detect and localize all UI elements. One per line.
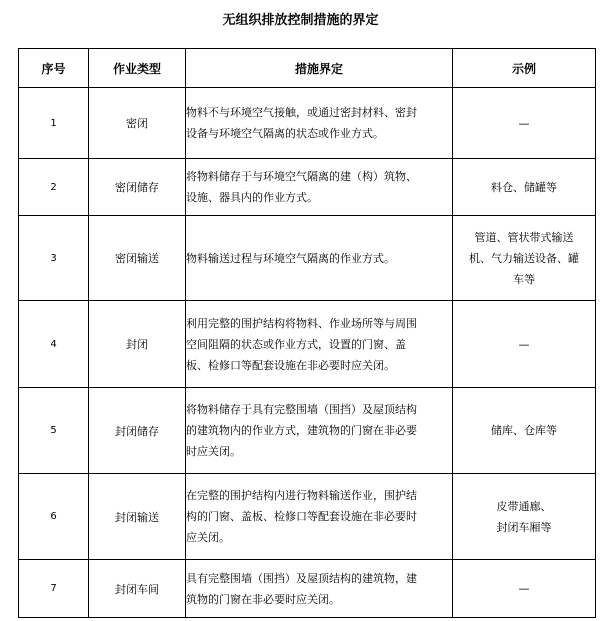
row-type: 封闭储存 (89, 388, 186, 474)
row-example (453, 159, 596, 216)
row-num: 3 (19, 216, 89, 301)
table-row (19, 388, 596, 474)
definition-line: 物料不与环境空气接触，或通过密封材料、密封 (186, 106, 417, 119)
header-def: 措施界定 (186, 49, 453, 88)
row-type: 封闭车间 (89, 560, 186, 618)
row-definition (186, 388, 453, 474)
header-example: 示例 (453, 49, 596, 88)
example-line: 车等 (513, 272, 535, 286)
definition-line: 构的门窗、盖板、检修口等配套设施在非必要时 (186, 510, 417, 523)
example-line: — (518, 116, 530, 130)
row-num: 7 (19, 560, 89, 618)
table-title: 无组织排放控制措施的界定 (222, 13, 379, 28)
table-row (19, 216, 596, 301)
row-type: 封闭输送 (89, 474, 186, 560)
row-type: 密闭 (89, 88, 186, 159)
definition-line: 时应关闭。 (186, 445, 241, 458)
example-line: 机、气力输送设备、罐 (469, 251, 579, 265)
table-row (19, 159, 596, 216)
row-example (453, 216, 596, 301)
table-row (19, 301, 596, 388)
table-row (19, 88, 596, 159)
definition-line: 具有完整围墙（围挡）及屋顶结构的建筑物，建 (186, 571, 417, 585)
definition-line: 将物料储存于具有完整围墙（围挡）及屋顶结构 (186, 403, 417, 416)
table-row (19, 474, 596, 560)
header-type: 作业类型 (89, 49, 186, 88)
example-line: 管道、管状带式输送 (474, 230, 574, 244)
row-definition (186, 88, 453, 159)
definition-line: 设备与环境空气隔离的状态或作业方式。 (186, 127, 384, 140)
example-line: — (518, 337, 530, 351)
definition-line: 应关闭。 (186, 531, 230, 544)
row-type: 密闭储存 (89, 159, 186, 216)
example-line: 封闭车厢等 (496, 520, 552, 534)
row-num: 2 (19, 159, 89, 216)
row-definition (186, 474, 453, 560)
definition-line: 的建筑物内的作业方式，建筑物的门窗在非必要 (186, 424, 417, 437)
measures-table (18, 48, 596, 618)
example-line: 料仓、储罐等 (491, 180, 557, 194)
row-num: 1 (19, 88, 89, 159)
row-type: 封闭 (89, 301, 186, 388)
header-num: 序号 (19, 49, 89, 88)
definition-line: 在完整的围护结构内进行物料输送作业，围护结 (186, 489, 417, 502)
row-type: 密闭输送 (89, 216, 186, 301)
row-definition (186, 301, 453, 388)
definition-line: 将物料储存于与环境空气隔离的建（构）筑物、 (186, 170, 417, 183)
definition-line: 筑物的门窗在非必要时应关闭。 (186, 592, 340, 606)
row-num: 4 (19, 301, 89, 388)
definition-line: 板、检修口等配套设施在非必要时应关闭。 (186, 358, 395, 372)
example-line: — (518, 582, 530, 595)
row-definition (186, 560, 453, 618)
header-row (19, 49, 596, 88)
definition-line: 设施、器具内的作业方式。 (186, 191, 318, 204)
row-example (453, 88, 596, 159)
example-line: 皮带通廊、 (496, 499, 552, 513)
row-example (453, 301, 596, 388)
row-example (453, 388, 596, 474)
row-definition (186, 216, 453, 301)
definition-line: 物料输送过程与环境空气隔离的作业方式。 (186, 251, 395, 265)
row-example (453, 560, 596, 618)
definition-line: 利用完整的围护结构将物料、作业场所等与周围 (186, 316, 417, 330)
row-example (453, 474, 596, 560)
example-line: 储库、仓库等 (491, 424, 557, 437)
row-num: 6 (19, 474, 89, 560)
definition-line: 空间阻隔的状态或作业方式，设置的门窗、盖 (186, 337, 406, 351)
row-definition (186, 159, 453, 216)
row-num: 5 (19, 388, 89, 474)
table-row (19, 560, 596, 618)
